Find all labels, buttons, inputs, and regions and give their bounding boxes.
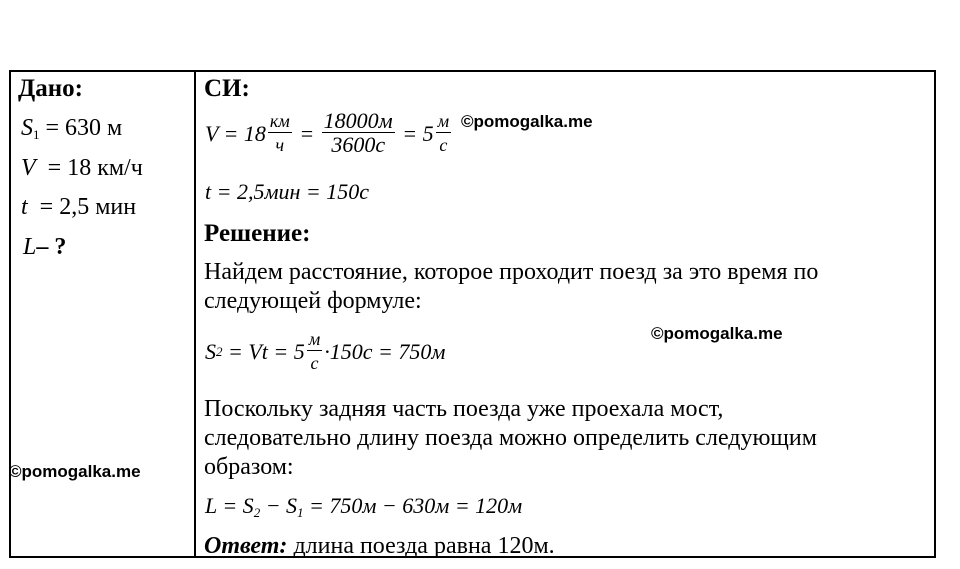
answer-label: Ответ: bbox=[204, 533, 288, 559]
si-heading: СИ: bbox=[204, 75, 250, 102]
paragraph-2-line-3: образом: bbox=[204, 454, 294, 480]
answer-line bbox=[204, 532, 555, 561]
equation-time: t = 2,5мин = 150с bbox=[205, 179, 370, 204]
eq-sub: 2 bbox=[216, 343, 223, 359]
eq-part: V = 18 bbox=[205, 120, 266, 146]
given-line-t bbox=[21, 193, 136, 222]
given-heading: Дано: bbox=[18, 75, 83, 102]
fraction-denominator: ч bbox=[275, 135, 285, 155]
paragraph-1-line-1: Найдем расстояние, которое проходит поезд за это время по bbox=[204, 259, 819, 285]
paragraph-2-line-2: следовательно длину поезда можно определить следующим bbox=[204, 425, 817, 451]
eq-sub: 1 bbox=[297, 505, 304, 520]
fraction-denominator: с bbox=[310, 353, 319, 373]
given-var: L bbox=[23, 234, 37, 260]
watermark: ©pomogalka.me bbox=[651, 324, 783, 343]
equation-velocity bbox=[205, 110, 453, 157]
fraction-numerator: м bbox=[308, 329, 321, 349]
given-value: = 18 км/ч bbox=[35, 155, 143, 181]
answer-text: длина поезда равна 120м. bbox=[287, 533, 555, 559]
equation-distance bbox=[205, 328, 445, 375]
fraction-18000-3600 bbox=[322, 110, 395, 157]
eq-part: S bbox=[205, 338, 216, 364]
fraction-m-s bbox=[307, 328, 323, 375]
eq-part: = 750м − 630м = 120м bbox=[303, 493, 523, 518]
given-value: = 630 м bbox=[39, 115, 123, 141]
fraction-numerator: км bbox=[269, 111, 290, 131]
fraction-m-s bbox=[436, 110, 452, 157]
watermark: ©pomogalka.me bbox=[461, 112, 593, 131]
solution-heading: Решение: bbox=[204, 220, 311, 247]
fraction-km-h bbox=[268, 110, 292, 157]
fraction-denominator: 3600с bbox=[331, 132, 386, 157]
given-value: = 2,5 мин bbox=[27, 194, 137, 220]
eq-part: ·150с = 750м bbox=[324, 338, 446, 364]
given-line-s1 bbox=[21, 114, 122, 149]
given-column bbox=[11, 72, 194, 556]
given-line-l bbox=[23, 233, 66, 262]
paragraph-2-line-1: Поскольку задняя часть поезда уже проехала мост, bbox=[204, 396, 724, 422]
fraction-numerator: 18000м bbox=[323, 108, 393, 133]
given-var: S bbox=[21, 115, 33, 141]
given-value: – ? bbox=[36, 234, 67, 260]
eq-part: − S bbox=[260, 493, 298, 518]
given-var: t bbox=[21, 194, 28, 220]
paragraph-1-line-2: следующей формуле: bbox=[204, 288, 422, 314]
eq-part: = Vt = 5 bbox=[222, 338, 305, 364]
solution-table bbox=[9, 70, 936, 558]
eq-part: = bbox=[293, 120, 320, 146]
fraction-denominator: с bbox=[439, 135, 448, 155]
watermark: ©pomogalka.me bbox=[9, 462, 141, 481]
eq-part: L = S bbox=[205, 493, 254, 518]
fraction-numerator: м bbox=[437, 111, 450, 131]
given-line-v bbox=[21, 154, 143, 183]
given-var: V bbox=[21, 155, 36, 181]
given-sub: 1 bbox=[33, 127, 40, 142]
equation-length bbox=[205, 493, 522, 521]
eq-part: = 5 bbox=[396, 120, 434, 146]
eq-sub: 2 bbox=[253, 505, 261, 520]
solution-column bbox=[196, 72, 934, 559]
